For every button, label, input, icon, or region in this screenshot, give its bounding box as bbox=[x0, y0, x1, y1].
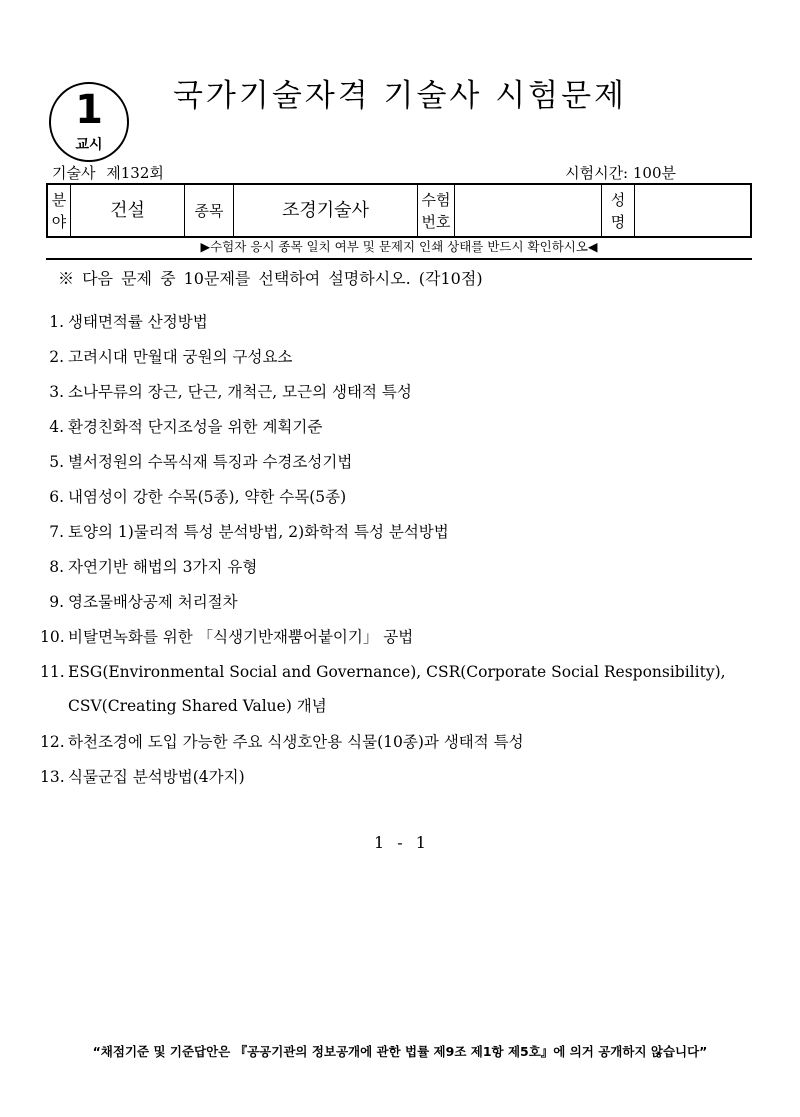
footer-disclaimer: “채점기준 및 기준답안은 『공공기관의 정보공개에 관한 법률 제9조 제1항 제5호』에 의거 공개하지 않습니다” bbox=[92, 1044, 708, 1059]
exam-type: 기술사 bbox=[52, 164, 96, 182]
exam-number-label-line2: 번호 bbox=[421, 212, 451, 231]
question-item bbox=[40, 588, 760, 623]
question-item bbox=[40, 658, 760, 728]
question-text: 내염성이 강한 수목(5종), 약한 수목(5종) bbox=[68, 488, 347, 506]
field-label bbox=[47, 184, 71, 237]
session-number: 1 bbox=[75, 87, 103, 133]
question-number: 10. bbox=[40, 628, 65, 646]
question-item bbox=[40, 378, 760, 413]
field-label-line1: 분 bbox=[51, 190, 67, 209]
question-item bbox=[40, 763, 760, 798]
exam-time: 시험시간: 100분 bbox=[565, 164, 676, 182]
question-number: 3. bbox=[49, 383, 64, 401]
name-input[interactable] bbox=[635, 184, 752, 237]
name-label-line2: 명 bbox=[610, 212, 626, 231]
question-text: 환경친화적 단지조성을 위한 계획기준 bbox=[68, 418, 323, 436]
question-text: ESG(Environmental Social and Governance), CSR(Corporate Social Responsibility), CSV(Creating Shared Value) 개념 bbox=[68, 663, 726, 715]
exam-number-label bbox=[418, 184, 455, 237]
exam-number-label-line1: 수험 bbox=[421, 190, 451, 209]
category-value: 조경기술사 bbox=[234, 184, 418, 237]
question-number: 13. bbox=[40, 768, 65, 786]
question-item bbox=[40, 308, 760, 343]
exam-meta-left bbox=[52, 162, 164, 183]
field-label-line2: 야 bbox=[51, 212, 67, 231]
session-badge bbox=[49, 82, 129, 162]
question-item bbox=[40, 623, 760, 658]
question-item bbox=[40, 413, 760, 448]
question-item bbox=[40, 483, 760, 518]
notice-banner: ▶수험자 응시 종목 일치 여부 및 문제지 인쇄 상태를 반드시 확인하시오◀ bbox=[46, 238, 752, 260]
question-text: 영조물배상공제 처리절차 bbox=[68, 593, 238, 611]
name-label bbox=[602, 184, 635, 237]
question-number: 4. bbox=[49, 418, 64, 436]
question-text: 별서정원의 수목식재 특징과 수경조성기법 bbox=[68, 453, 353, 471]
question-number: 6. bbox=[49, 488, 64, 506]
question-number: 7. bbox=[49, 523, 64, 541]
question-text: 자연기반 해법의 3가지 유형 bbox=[68, 558, 258, 576]
question-text: 비탈면녹화를 위한 「식생기반재뿜어붙이기」 공법 bbox=[68, 628, 414, 646]
question-item bbox=[40, 728, 760, 763]
page-number: 1 - 1 bbox=[374, 833, 426, 852]
session-label: 교시 bbox=[75, 137, 103, 153]
exam-number-input[interactable] bbox=[455, 184, 602, 237]
exam-info-table bbox=[46, 183, 752, 238]
page-title: 국가기술자격 기술사 시험문제 bbox=[172, 78, 627, 114]
question-number: 9. bbox=[49, 593, 64, 611]
exam-round: 제132회 bbox=[106, 164, 164, 182]
category-label: 종목 bbox=[185, 184, 234, 237]
question-number: 5. bbox=[49, 453, 64, 471]
question-item bbox=[40, 518, 760, 553]
question-number: 11. bbox=[40, 663, 65, 681]
question-item bbox=[40, 448, 760, 483]
question-list bbox=[40, 308, 760, 798]
question-number: 12. bbox=[40, 733, 65, 751]
question-item bbox=[40, 343, 760, 378]
question-text: 고려시대 만월대 궁원의 구성요소 bbox=[68, 348, 293, 366]
question-item bbox=[40, 553, 760, 588]
question-text: 토양의 1)물리적 특성 분석방법, 2)화학적 특성 분석방법 bbox=[68, 523, 449, 541]
question-text: 하천조경에 도입 가능한 주요 식생호안용 식물(10종)과 생태적 특성 bbox=[68, 733, 524, 751]
instruction: ※ 다음 문제 중 10문제를 선택하여 설명하시오. (각10점) bbox=[58, 269, 483, 288]
question-text: 식물군집 분석방법(4가지) bbox=[68, 768, 245, 786]
question-text: 생태면적률 산정방법 bbox=[68, 313, 208, 331]
question-number: 1. bbox=[49, 313, 64, 331]
question-text: 소나무류의 장근, 단근, 개척근, 모근의 생태적 특성 bbox=[68, 383, 412, 401]
field-value: 건설 bbox=[71, 184, 185, 237]
name-label-line1: 성 bbox=[610, 190, 626, 209]
question-number: 2. bbox=[49, 348, 64, 366]
question-number: 8. bbox=[49, 558, 64, 576]
